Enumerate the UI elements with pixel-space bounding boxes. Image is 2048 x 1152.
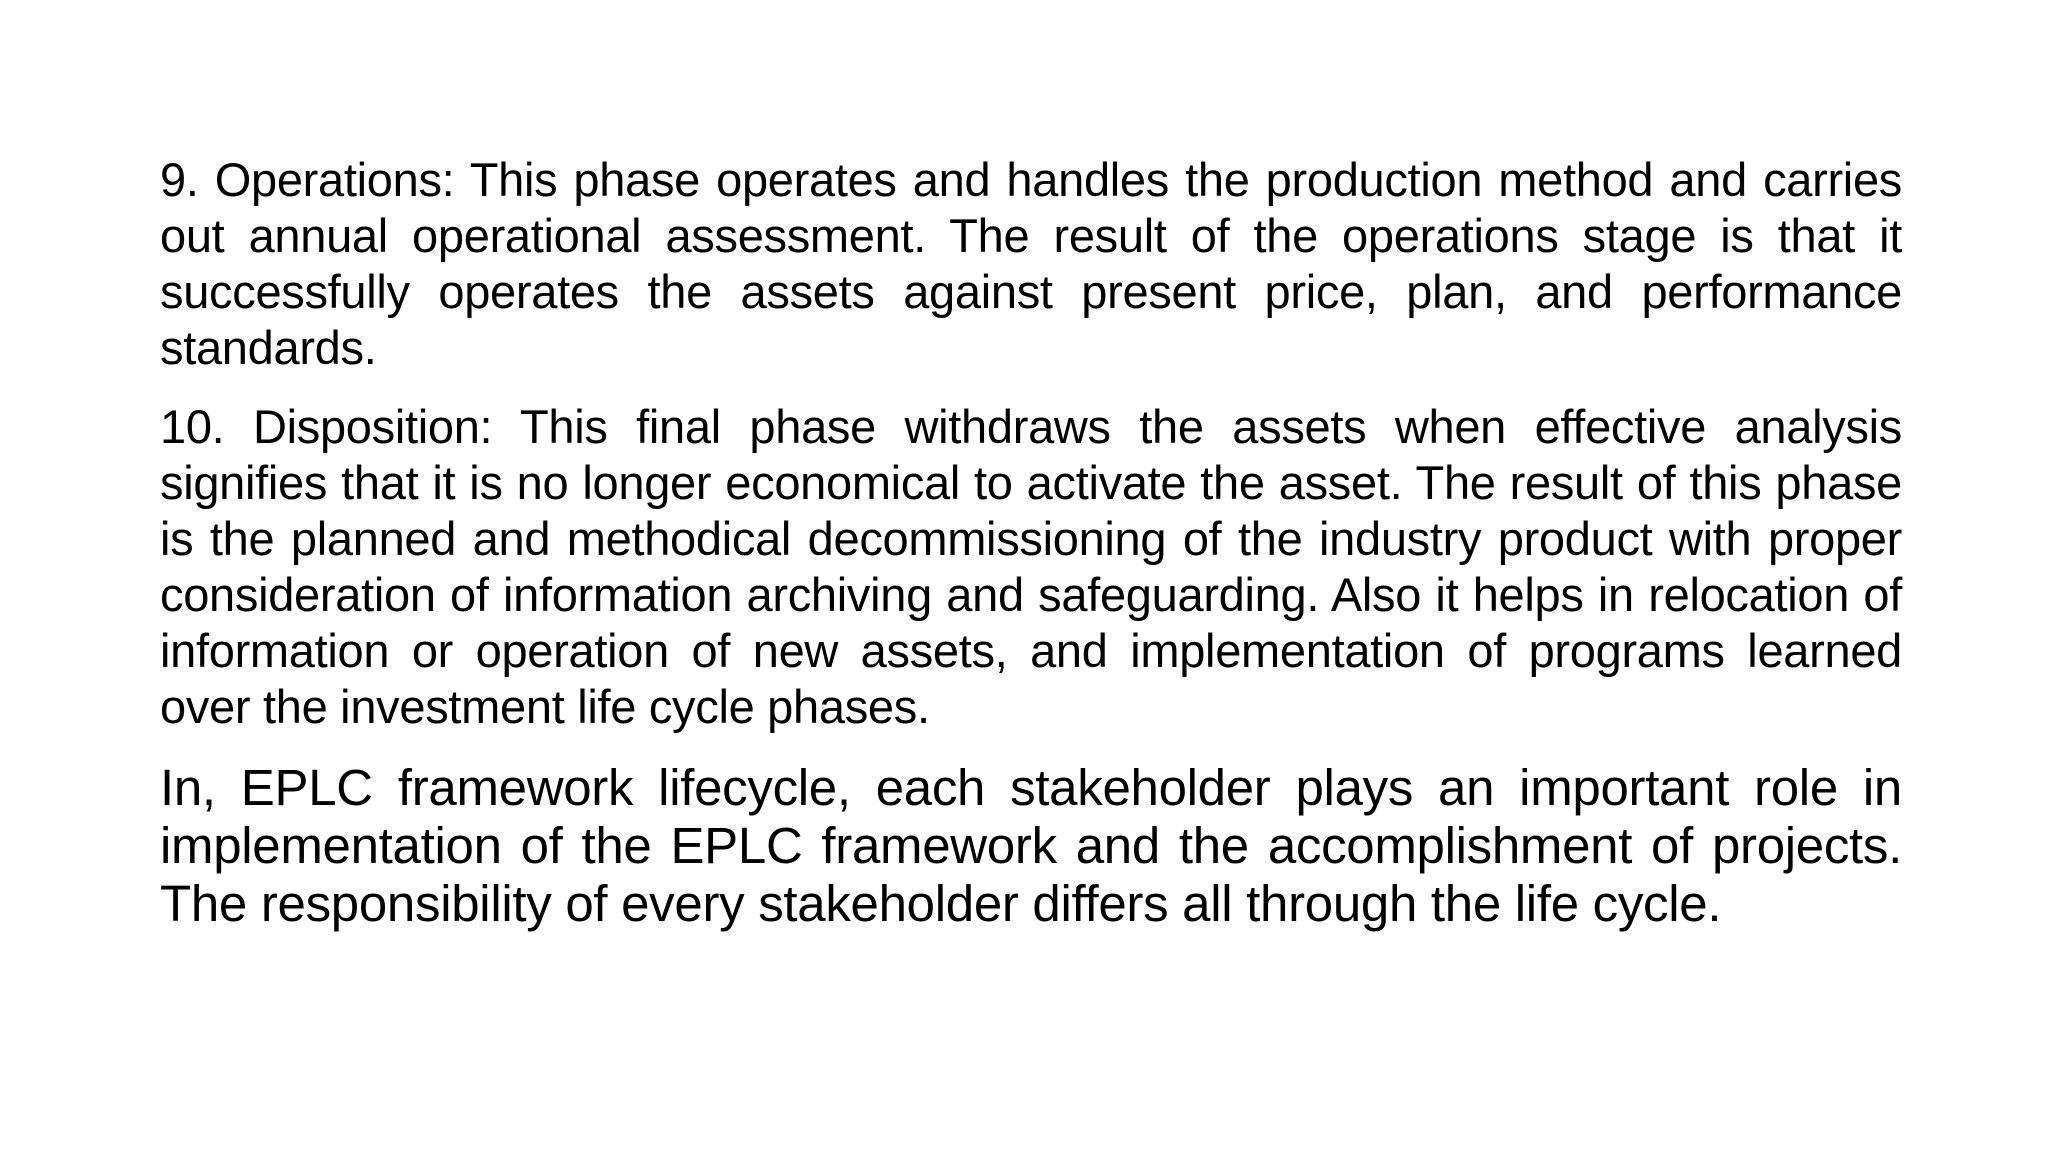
paragraph-eplc-stakeholders: In, EPLC framework lifecycle, each stakeholder plays an important role in implementation of the EPLC framework and the accomplishment of projects. The responsibility of every stakeholder differs all through the life cycle.	[160, 759, 1902, 932]
slide-body	[160, 152, 1902, 933]
paragraph-operations: 9. Operations: This phase operates and handles the production method and carries out annual operational assessment. The result of the operations stage is that it successfully operates the assets against present price, plan, and performance standards.	[160, 153, 1902, 374]
paragraph-disposition: 10. Disposition: This final phase withdraws the assets when effective analysis signifies that it is no longer economical to activate the asset. The result of this phase is the planned and methodical decommissioning of the industry product with proper consideration of information archiving and safeguarding. Also it helps in relocation of information or operation of new assets, and implementation of programs learned over the investment life cycle phases.	[160, 400, 1902, 733]
